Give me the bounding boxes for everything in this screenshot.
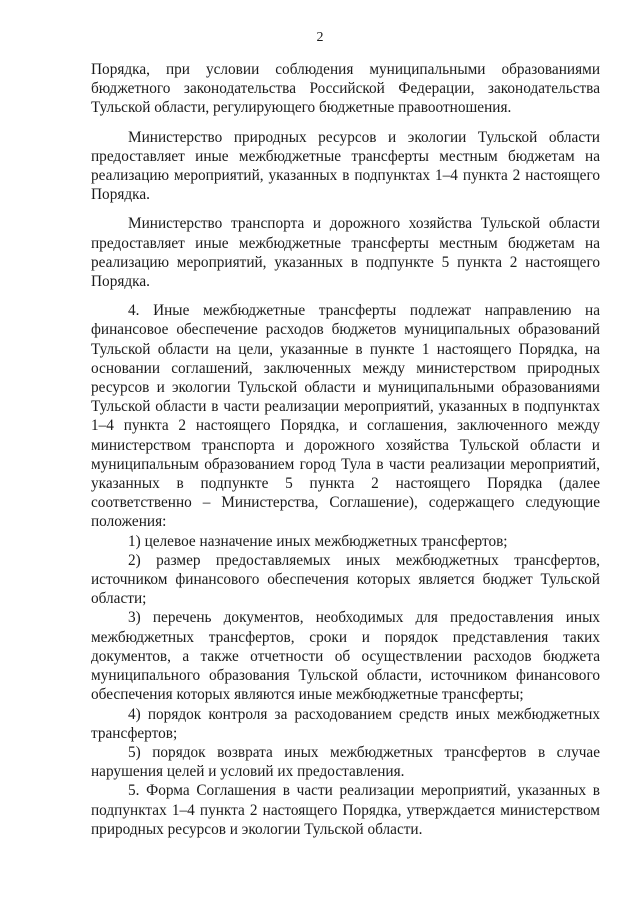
paragraph-ministry-nature: Министерство природных ресурсов и экологии Тульской области предоставляет иные межбюджетные трансферты местным бюджетам на реализацию мероприятий, указанных в подпунктах 1–4 пункта 2 настоящего Порядка. <box>91 128 600 204</box>
paragraph-continuation: Порядка, при условии соблюдения муниципальными образованиями бюджетного законодательства Российской Федерации, законодательства Тульской области, регулирующего бюджетные правоотношения. <box>91 61 600 117</box>
list-item-2: 2) размер предоставляемых иных межбюджетных трансфертов, источником финансового обеспечения которых является бюджет Тульской области; <box>91 551 600 608</box>
paragraph-ministry-transport: Министерство транспорта и дорожного хозяйства Тульской области предоставляет иные межбюджетные трансферты местным бюджетам на реализацию мероприятий, указанных в подпункте 5 пункта 2 настоящего Порядка. <box>91 215 600 291</box>
page-number: 2 <box>316 30 324 45</box>
list-item-1: 1) целевое назначение иных межбюджетных трансфертов; <box>128 532 508 550</box>
list-item-3: 3) перечень документов, необходимых для предоставления иных межбюджетных трансфертов, сроки и порядок представления таких документов, а также отчетности об осуществлении расходов бюджета муниципального образования Тульской области, источником финансового обеспечения которых являются иные межбюджетные трансферты; <box>91 609 600 704</box>
list-item-4: 4) порядок контроля за расходованием средств иных межбюджетных трансфертов; <box>91 705 600 742</box>
list-item-5: 5) порядок возврата иных межбюджетных трансфертов в случае нарушения целей и условий их предоставления. <box>91 743 600 781</box>
document-body <box>91 60 600 839</box>
paragraph-item-5: 5. Форма Соглашения в части реализации мероприятий, указанных в подпунктах 1–4 пункта 2 настоящего Порядка, утверждается министерством природных ресурсов и экологии Тульской области. <box>91 782 600 838</box>
paragraph-item-4: 4. Иные межбюджетные трансферты подлежат направлению на финансовое обеспечение расходов бюджетов муниципальных образований Тульской области на цели, указанные в пункте 1 настоящего Порядка, на основании соглашений, заключенных между министерством природных ресурсов и экологии Тульской области и муниципальными образованиями Тульской области в части реализации мероприятий, указанных в подпунктах 1–4 пункта 2 настоящего Порядка, и соглашения, заключенного между министерством транспорта и дорожного хозяйства Тульской области и муниципальным образованием город Тула в части реализации мероприятий, указанных в подпункте 5 пункта 2 настоящего Порядка (далее соответственно – Министерства, Соглашение), содержащего следующие положения: <box>91 302 600 531</box>
